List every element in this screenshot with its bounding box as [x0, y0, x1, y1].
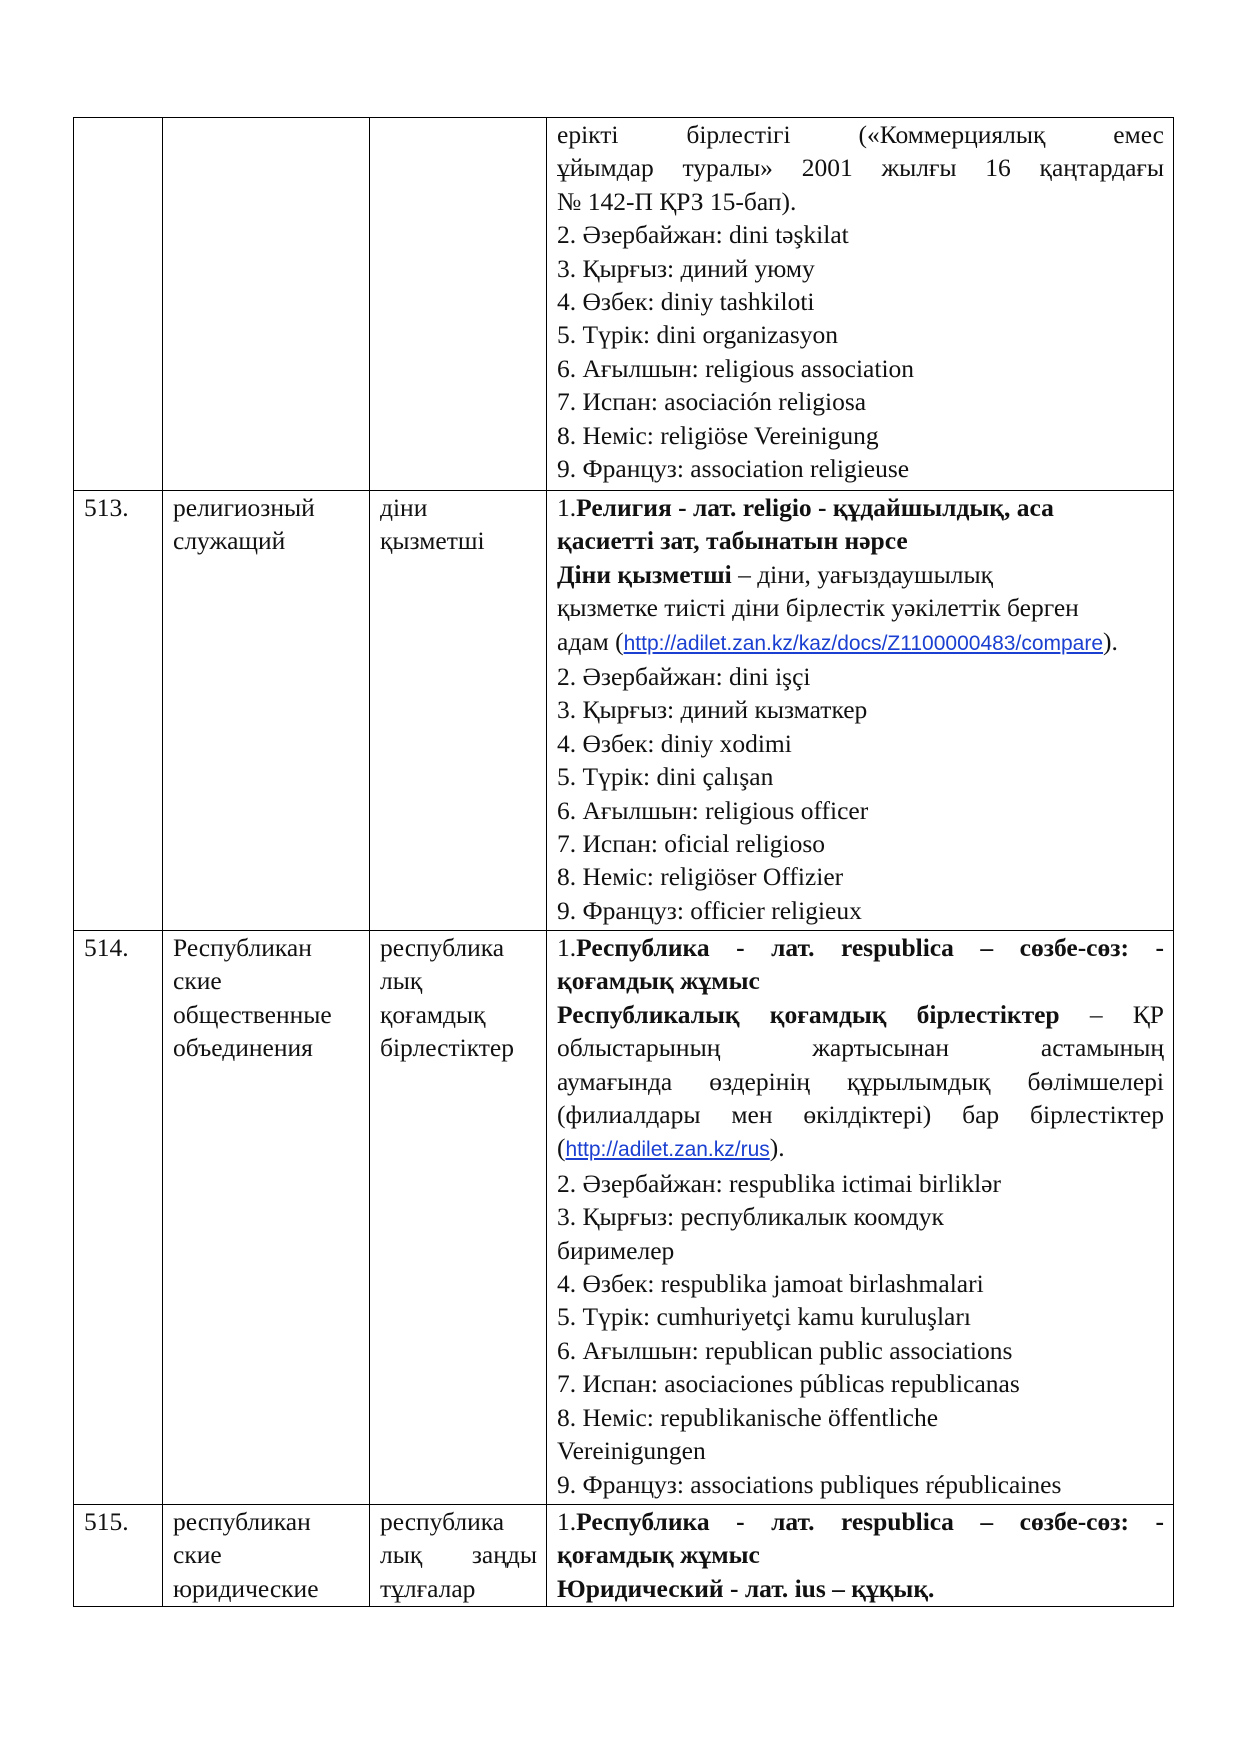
translation-line: 6. Ағылшын: religious association	[557, 353, 915, 383]
definition-line: облыстарының жартысынан астамының	[557, 1033, 1164, 1063]
definition-text: ).	[769, 1133, 785, 1163]
russian-term-cell	[163, 1505, 370, 1607]
etymology-prefix: 1.	[557, 493, 577, 522]
translation-line: 7. Испан: asociación religiosa	[557, 387, 867, 417]
definition-cell	[547, 931, 1174, 1505]
definition-line: ұйымдар туралы» 2001 жылғы 16 қаңтардағы	[557, 153, 1164, 183]
kazakh-term: лық заңды	[380, 1540, 537, 1570]
etymology-line: қоғамдық жұмыс	[557, 966, 760, 996]
kazakh-term: республика	[380, 933, 505, 962]
translation-line: 8. Неміс: religiöse Vereinigung	[557, 420, 879, 450]
definition-text: ).	[1103, 626, 1118, 656]
table-row-continuation	[74, 118, 1174, 491]
definition-line	[557, 625, 1164, 660]
etymology-line: Юридический - лат. ius – құқық.	[557, 1573, 935, 1603]
glossary-table	[73, 117, 1174, 1607]
definition-line	[557, 998, 1164, 1031]
kazakh-term: республика	[380, 1507, 505, 1536]
translation-line: 4. Өзбек: respublika jamoat birlashmalari	[557, 1269, 984, 1299]
etymology-prefix: 1.	[557, 933, 577, 962]
kazakh-term-cell	[370, 1505, 547, 1607]
etymology-line: қасиетті зат, табынатын нәрсе	[557, 526, 908, 556]
russian-term: религиозный	[173, 493, 315, 522]
definition-cell	[547, 118, 1174, 491]
definition-line: (филиалдары мен өкілдіктері) бар бірлестіктер	[557, 1100, 1164, 1130]
translation-line: 3. Қырғыз: диний кызматкер	[557, 695, 868, 725]
russian-term: ские	[173, 1540, 222, 1570]
term-bold: Діни қызметші	[557, 559, 732, 589]
etymology-line	[557, 1505, 1164, 1538]
definition-text: (	[557, 1133, 566, 1163]
russian-term: республикан	[173, 1507, 311, 1536]
russian-term: служащий	[173, 526, 286, 556]
russian-term-cell	[163, 491, 370, 931]
kazakh-term-cell	[370, 491, 547, 931]
translation-line: 6. Ағылшын: religious officer	[557, 795, 869, 825]
etymology-line	[557, 491, 1164, 524]
kazakh-term-cell	[370, 931, 547, 1505]
source-link[interactable]: http://adilet.zan.kz/kaz/docs/Z1100000483/compare	[623, 631, 1104, 655]
number-cell	[74, 931, 163, 1505]
kazakh-term-cell	[370, 118, 547, 491]
translation-line: 5. Түрік: cumhuriyetçi kamu kuruluşları	[557, 1302, 971, 1332]
translation-line: 2. Әзербайжан: dini işçi	[557, 662, 811, 692]
etymology-text: Религия - лат. religio - құдайшылдық, аса	[576, 493, 1054, 522]
translation-line: 5. Түрік: dini organizasyon	[557, 320, 839, 350]
translation-line: 7. Испан: oficial religioso	[557, 829, 826, 859]
entry-number: 513.	[84, 493, 129, 522]
number-cell	[74, 1505, 163, 1607]
translation-line: 8. Неміс: religiöser Offizier	[557, 862, 844, 892]
definition-cell	[547, 1505, 1174, 1607]
definition-cell	[547, 491, 1174, 931]
definition-text: – діни, уағыздаушылық	[738, 559, 994, 589]
definition-line: № 142-П ҚРЗ 15-бап).	[557, 186, 797, 216]
kazakh-term: лық	[380, 966, 423, 996]
table-row-514	[74, 931, 1174, 1505]
russian-term-cell	[163, 118, 370, 491]
definition-line: ерікті бірлестігі («Коммерциялық емес	[557, 120, 1164, 149]
translation-line: 9. Француз: association religieuse	[557, 454, 910, 484]
translation-line: Vereinigungen	[557, 1436, 706, 1466]
translation-line: 8. Неміс: republikanische öffentliche	[557, 1402, 939, 1432]
etymology-text: Республика - лат. respublica – сөзбе-сөз: -	[576, 1507, 1164, 1536]
definition-line	[557, 558, 1164, 591]
kazakh-term: қоғамдық	[380, 999, 486, 1029]
number-cell	[74, 118, 163, 491]
etymology-line: қоғамдық жұмыс	[557, 1540, 760, 1570]
russian-term-cell	[163, 931, 370, 1505]
table-row-513	[74, 491, 1174, 931]
definition-line	[557, 1131, 1164, 1166]
definition-line: аумағында өздерінің құрылымдық бөлімшелері	[557, 1066, 1164, 1096]
kazakh-term: діни	[380, 493, 428, 522]
kazakh-term: бірлестіктер	[380, 1033, 514, 1063]
translation-line: 7. Испан: asociaciones públicas republicanas	[557, 1369, 1020, 1399]
source-link[interactable]: http://adilet.zan.kz/rus	[565, 1138, 770, 1162]
entry-number: 514.	[84, 933, 129, 962]
translation-line: 3. Қырғыз: диний уюму	[557, 253, 815, 283]
etymology-prefix: 1.	[557, 1507, 577, 1536]
term-bold: Республикалық қоғамдық бірлестіктер	[557, 999, 1060, 1029]
table-row-515	[74, 1505, 1174, 1607]
translation-line: 9. Француз: associations publiques républicaines	[557, 1469, 1062, 1499]
translation-line: 6. Ағылшын: republican public associations	[557, 1335, 1013, 1365]
russian-term: общественные	[173, 999, 332, 1029]
translation-line: 4. Өзбек: diniy xodimi	[557, 728, 792, 758]
russian-term: ские	[173, 966, 222, 996]
definition-text: адам (	[557, 626, 624, 656]
russian-term: объединения	[173, 1033, 313, 1063]
entry-number: 515.	[84, 1507, 129, 1536]
translation-line: 3. Қырғыз: республикалык коомдук	[557, 1202, 944, 1232]
number-cell	[74, 491, 163, 931]
etymology-text: Республика - лат. respublica – сөзбе-сөз: -	[576, 933, 1164, 962]
translation-line: 4. Өзбек: diniy tashkiloti	[557, 287, 815, 317]
kazakh-term: тұлғалар	[380, 1573, 476, 1603]
translation-line: биримелер	[557, 1235, 675, 1265]
kazakh-term: қызметші	[380, 526, 485, 556]
definition-line: қызметке тиісті діни бірлестік уәкілеттік берген	[557, 593, 1079, 623]
russian-term: юридические	[173, 1573, 319, 1603]
translation-line: 9. Француз: officier religieux	[557, 895, 862, 925]
etymology-line	[557, 931, 1164, 964]
russian-term: Республикан	[173, 933, 312, 962]
definition-text: – ҚР	[1059, 999, 1164, 1029]
translation-line: 2. Әзербайжан: respublika ictimai birliklər	[557, 1168, 1001, 1198]
translation-line: 5. Түрік: dini çalışan	[557, 762, 774, 792]
translation-line: 2. Әзербайжан: dini təşkilat	[557, 220, 849, 250]
